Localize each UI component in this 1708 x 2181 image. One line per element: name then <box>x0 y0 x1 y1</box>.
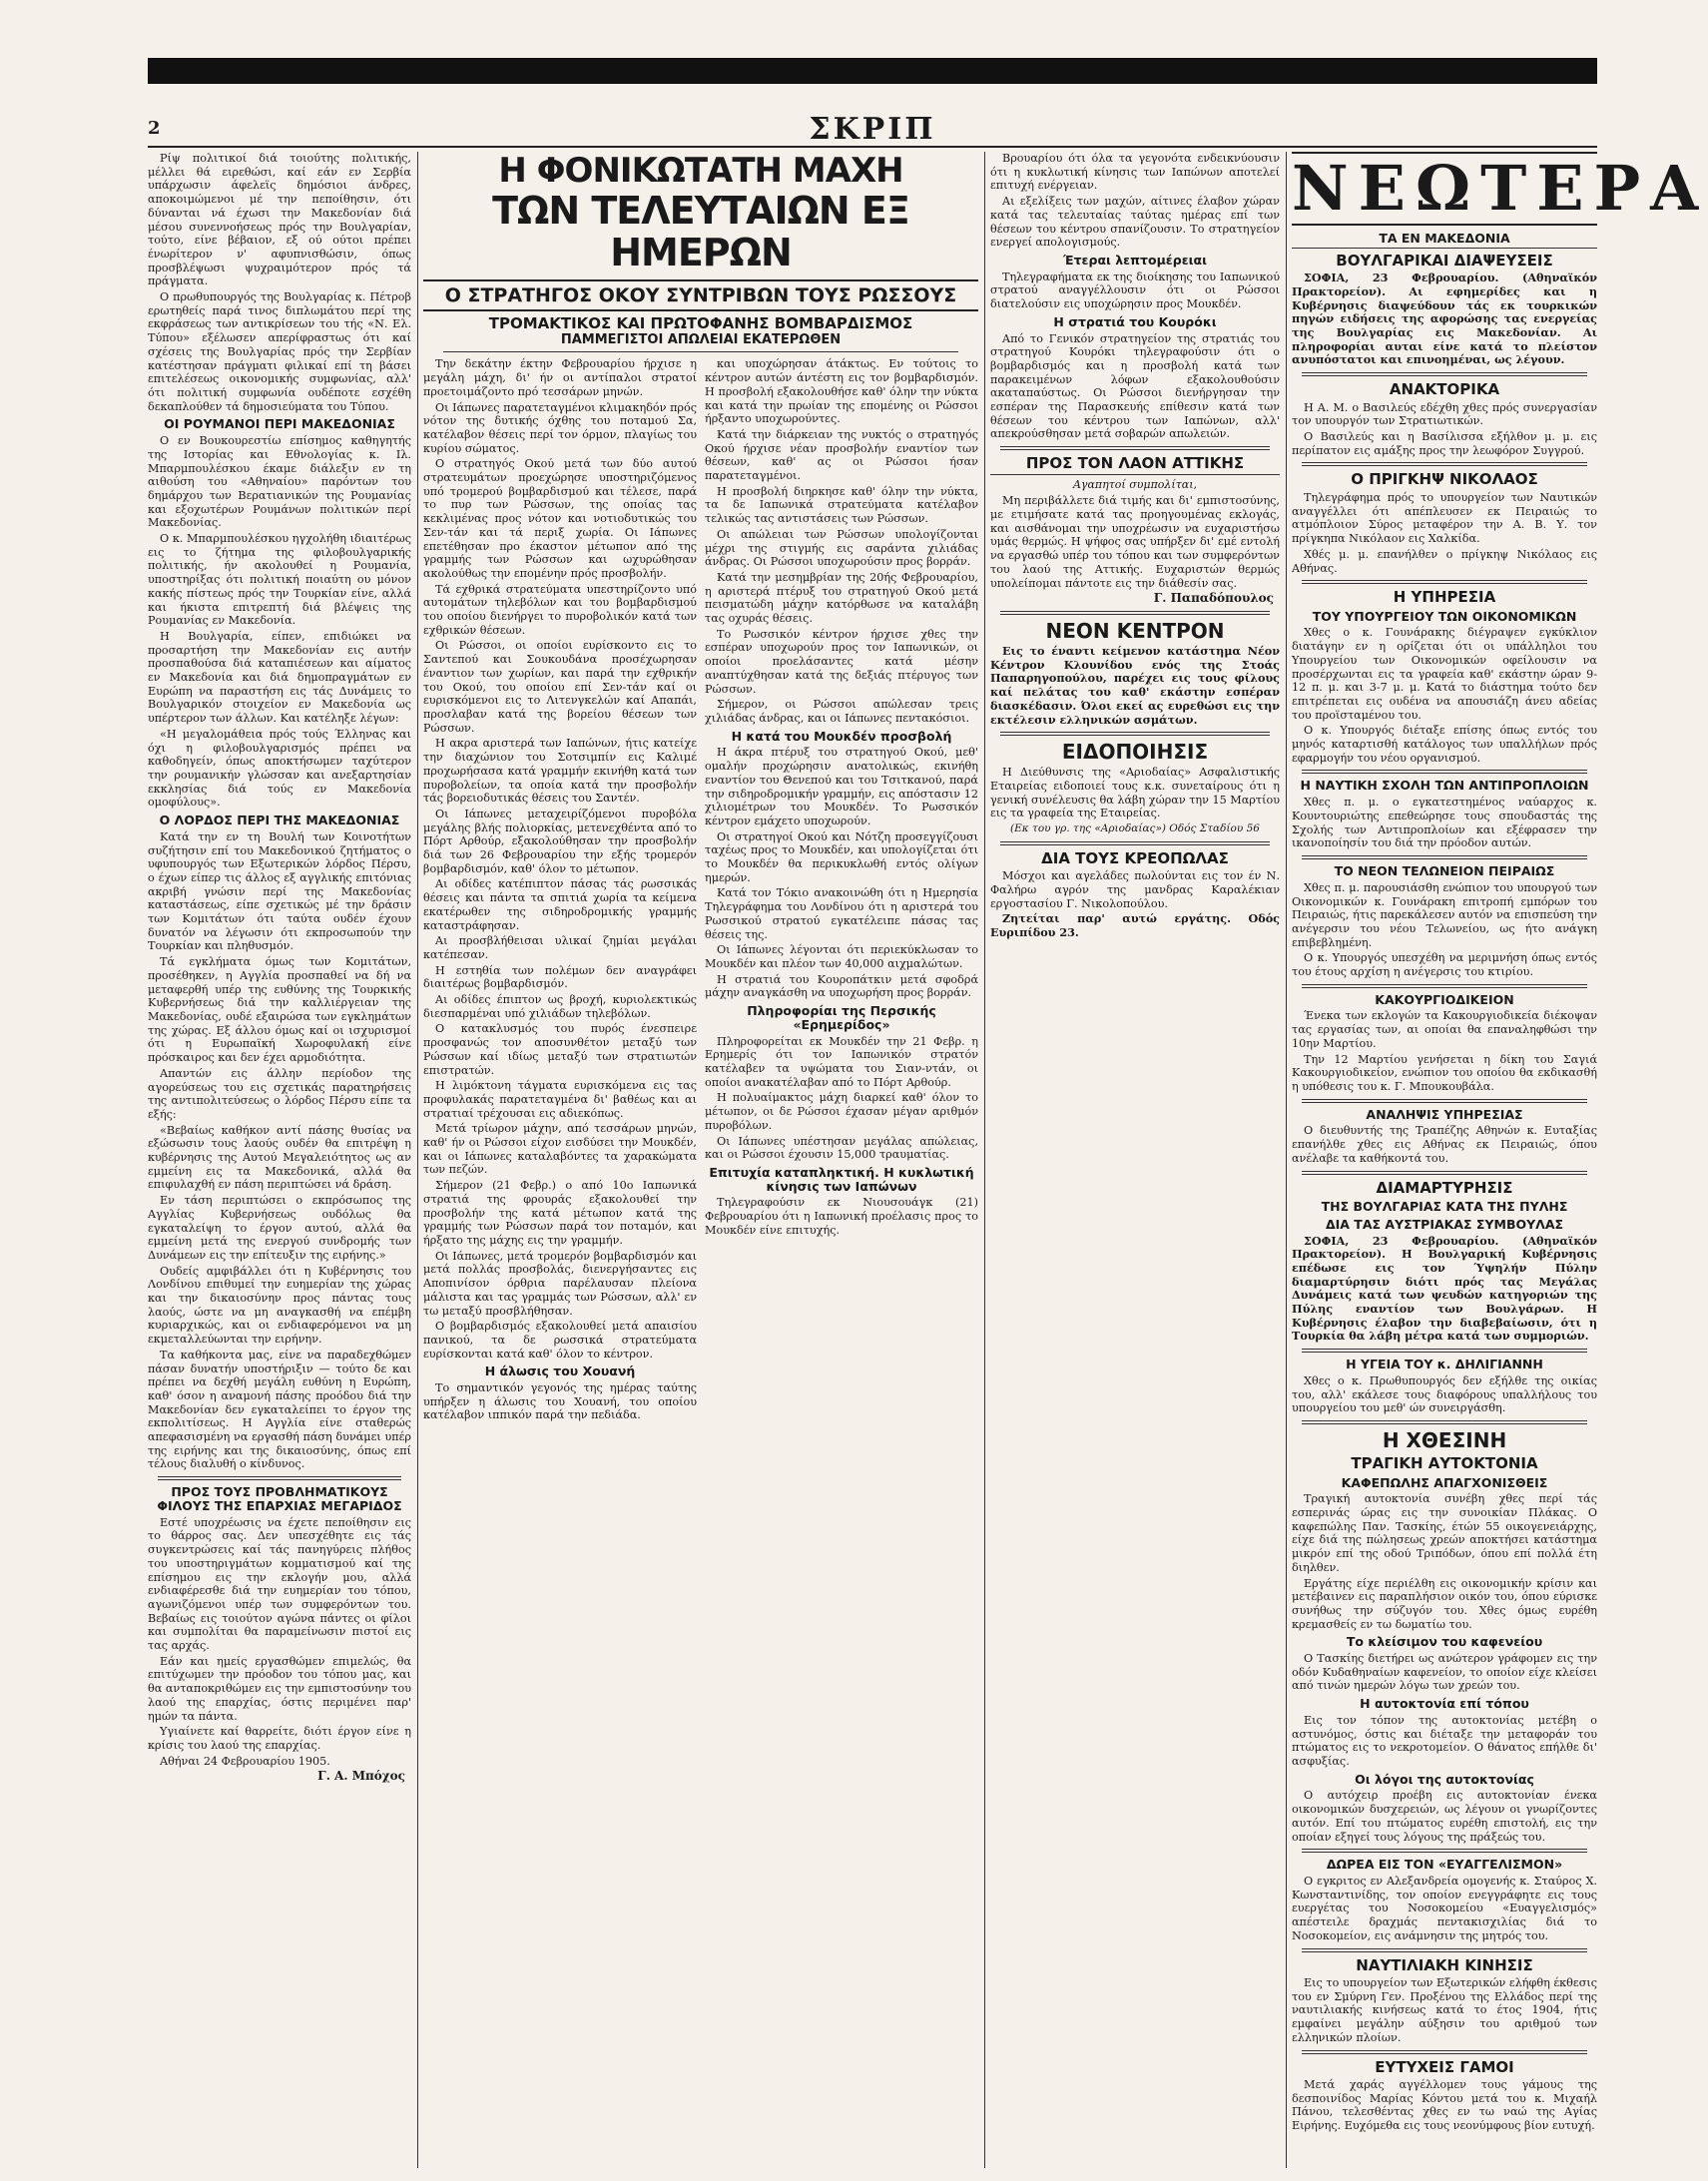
column-3 <box>990 152 1280 2168</box>
divider <box>1302 372 1587 376</box>
column-2 <box>423 152 978 2168</box>
subheading: Η αυτοκτονία επί τόπου <box>1360 1696 1529 1712</box>
article-text: Οι Ιάπωνες παρατεταγμένοι κλιμακηδόν πρός νότον της δυτικής όχθης του ποταμού Σα, κατέλαβον θέσεις περί τον όρμον, πλαγίως του κυρίου σώματος. <box>423 400 697 455</box>
page-number: 2 <box>148 118 161 139</box>
masthead <box>148 112 1597 148</box>
article-text: Μετά χαράς αγγέλλομεν τους γάμους της δεσποινίδος Μαρίας Κόντου μετά του κ. Μιχαήλ Πάνου, τελεσθέντας χθες εν τω ναώ της Αγίας Ειρήνης. Ευχόμεθα εις τους νεονύμφους βίον ευτυχή. <box>1292 2078 1597 2133</box>
article-text: Η προσβολή διηρκησε καθ' όλην την νύκτα, τα δε Ιαπωνικά στρατεύματα κατέλαβον τελικώς τας αντιστάσεις των Ρώσσων. <box>705 484 978 526</box>
divider <box>1302 462 1587 466</box>
section-heading: ΔΙΑ ΤΑΣ ΑΥΣΤΡΙΑΚΑΣ ΣΥΜΒΟΥΛΑΣ <box>1325 1216 1564 1232</box>
article-text: Εστέ υποχρέωσις να έχετε πεποίθησιν εις το θάρρος σας. Δεν υπεσχέθητε εις τάς συγκεντρώσεις καί τάς πανηγύρεις πλήθος του υποστηριγμάτων κομματισμού καί της επίσημου εις την εκλογήν μου, αλλά ενδιαφέρεσθε διά την ευημερίαν του τόπου, αγωνιζόμενοι υπέρ των συμφερόντων του. Βεβαίως εις τοιούτον αγώνα πάντες οι φίλοι και συμπολίται θα παραμείνωσιν πιστοί εις τας αρχάς. <box>148 1515 411 1653</box>
article-text: Η άκρα πτέρυξ του στρατηγού Οκού, μεθ' ομαλήν προχώρησιν ανατολικώς, εκινήθη εναντίον του Θενεπού και του Τσιτκανού, παρά την σιδηροδρομικήν γραμμήν, εις απόστασιν 12 χιλιομέτρων του Μουκδέν. Το Ρωσσικόν κέντρον εμάχετο υποχωρούν. <box>705 746 978 827</box>
kicker: ΤΡΟΜΑΚΤΙΚΟΣ ΚΑΙ ΠΡΩΤΟΦΑΝΗΣ ΒΟΜΒΑΡΔΙΣΜΟΣ <box>488 314 913 332</box>
article-text: Εις τον τόπον της αυτοκτονίας μετέβη ο αστυνόμος, όστις και διέταξε την μεταφοράν του πτώματος εις το νεκροτομείον. Ο θάνατος επήλθε δι' ασφυξίας. <box>1292 1713 1597 1769</box>
subheading: Επιτυχία καταπληκτική. Η κυκλωτική κίνησις των Ιαπώνων <box>709 1164 974 1194</box>
section-heading: ΤΟ ΝΕΟΝ ΤΕΛΩΝΕΙΟΝ ΠΕΙΡΑΙΩΣ <box>1334 863 1555 879</box>
article-text: Η εστηθία των πολέμων δεν αναγράφει διαιτέρως βομβαρδισμόν. <box>423 963 697 991</box>
section-heading: ΤΗΣ ΒΟΥΛΓΑΡΙΑΣ ΚΑΤΑ ΤΗΣ ΠΥΛΗΣ <box>1321 1199 1568 1215</box>
article-text: Εις το έναντι κείμενον κατάστημα Νέον Κέντρον Κλουνίδου ενός της Στοάς Παπαρηγοπούλου, παρέχει εις τους φίλους καί πελάτας του καθ' εκάστην εσπέραν διασκέδασιν. Όλοι εκεί ας ευρεθώσι εις την εκτέλεσιν ελληνικών ασμάτων. <box>990 643 1280 727</box>
greeting: Αγαπητοί συμπολίται, <box>1072 477 1198 491</box>
article-text: Τηλεγραφήματα εκ της διοίκησης του Ιαπωνικού στρατού αναγγέλλουσιν ότι οι Ρώσσοι διατελούσιν εις υποχώρησιν προς Μουκδέν. <box>990 270 1280 311</box>
article-text: Τηλεγραφούσιν εκ Νιουσουάγκ (21) Φεβρουαρίου ότι η Ιαπωνική προέλασις προς το Μουκδέν είνε επιτυχής. <box>705 1196 978 1237</box>
article-text: Εν τάση περιπτώσει ο εκπρόσωπος της Αγγλίας Κυβερνήσεως ουδόλως θα εγκαταλείψη το έργον αυτού, αλλά θα εμμείνη μετά της ενεργού συνδρομής των Δυνάμεων εις την επίτευξιν της ειρήνης.» <box>148 1194 411 1262</box>
divider <box>1302 1420 1587 1424</box>
article-text: Αι προσβλήθεισαι υλικαί ζημίαι μεγάλαι κατέπεσαν. <box>423 934 697 961</box>
article-text: Η στρατιά του Κουροπάτκιν μετά σφοδρά μάχην αναγκάσθη να υποχωρήση προς βορράν. <box>705 972 978 1000</box>
divider <box>1302 984 1587 988</box>
article-text: Ο διευθυντής της Τραπέζης Αθηνών κ. Ευταξίας επανήλθε χθες εις Αθήνας εκ Πειραιώς, όπου ανέλαβε τα καθήκοντά του. <box>1292 1124 1597 1165</box>
signature: Γ. Παπαδόπουλος <box>1153 591 1274 606</box>
article-text: Ένεκα των εκλογών τα Κακουργιοδικεία διέκοψαν τας εργασίας των, αι οποίαι θα επαναληφθώσι την 10ην Μαρτίου. <box>1292 1009 1597 1050</box>
article-text: Κατά την μεσημβρίαν της 20ής Φεβρουαρίου, η αριστερά πτέρυξ του στρατηγού Οκού μετά πεισματώδη μάχην κατόρθωσε να καταλάβη τας οχυράς θέσεις. <box>705 570 978 626</box>
article-text: Την 12 Μαρτίου γενήσεται η δίκη του Σαγιά Κακουργιοδικείον, ενώπιον του οποίου θα εκδικασθή η υπόθεσις του κ. Γ. Μπουκουβάλα. <box>1292 1052 1597 1093</box>
article-text: Η ακρα αριστερά των Ιαπώνων, ήτις κατείχε την διαχώνιον του Σοτσιμπίν εις Καλιμέ προχωρήσασα κατά γραμμήν εκινήθη κατά των πυροβολείων, τα οποία κατά την προσβολήν τάς βορειοδυτικάς θέσεις του Σαντέν. <box>423 737 697 806</box>
article-text: Η πολυαίμακτος μάχη διαρκεί καθ' όλον το μέτωπον, οι δε Ρώσσοι έχασαν μέγαν αριθμόν πυροβόλων. <box>705 1091 978 1132</box>
article-text: Οι Ιάπωνες υπέστησαν μεγάλας απώλειας, και οι Ρώσσοι έχουσιν 15,000 τραυματίας. <box>705 1134 978 1162</box>
article-text: Πληροφορείται εκ Μουκδέν την 21 Φεβρ. η Ερημερίς ότι τον Ιαπωνικόν στρατόν κατέλαβεν τα υψώματα του Σιαν-ντάν, οι οποίοι ανακατέλαβαν από το Πόρτ Αρθούρ. <box>705 1034 978 1089</box>
column-rule <box>984 152 985 2168</box>
article-text: Η Διεύθυνσις της «Αριοδαίας» Ασφαλιστικής Εταιρείας ειδοποιεί τους κ.κ. συνεταίρους ότι η γενική συνέλευσις θα λάβη χώραν την 15 Μαρτίου εις τα γραφεία της Εταιρείας. <box>990 766 1280 820</box>
article-text: Η Α. Μ. ο Βασιλεύς εδέχθη χθες πρός συνεργασίαν τον υπουργόν των Στρατιωτικών. <box>1292 400 1597 428</box>
article-text: Υγιαίνετε καί θαρρείτε, διότι έργον είνε η κρίσις του λαού της επαρχίας. <box>148 1725 411 1752</box>
article-text: Εις το υπουργείον των Εξωτερικών ελήφθη έκθεσις του εν Σμύρνη Γεν. Προξένου της Ελλάδος περί της ναυτιλιακής κινήσεως κατά το έτος 1904, ήτις εμφαίνει μεγάλην αύξησιν του αριθμού των ελληνικών πλοίων. <box>1292 1976 1597 2044</box>
article-text: Κατά την εν τη Βουλή των Κοινοτήτων συζήτησιν επί του Μακεδονικού ζητήματος ο υφυπουργός των Εξωτερικών λόρδος Πέρσυ, ο έχων είπερ τις άλλος εξ αγγλικής επιτόνιας ακριβή γνώσιν περί της Μακεδονίας καταστάσεως, είπε σχετικώς μέ την δράσιν των Κομιτάτων ότι ταύτα ουδέν έχουν δυνατόν να λέγωσιν ότι εκπροσωπούν την Τουρκίαν και πληθυσμόν. <box>148 829 411 953</box>
subheading: Το κλείσιμον του καφενείου <box>1346 1634 1543 1650</box>
divider <box>1302 1948 1587 1952</box>
kicker-2: ΠΑΜΜΕΓΙΣΤΟΙ ΑΠΩΛΕΙΑΙ ΕΚΑΤΕΡΩΘΕΝ <box>560 331 842 347</box>
divider <box>1000 732 1270 736</box>
article-text: Η Βουλγαρία, είπεν, επιδιώκει να προσαρτήση την Μακεδονίαν εις αυτήν προσπαθούσα διά καταπιέσεων και αίματος εν Μακεδονία και διά δημοπραγμάτων εν Ευρώπη να παραστήση εις τάς Δυνάμεις το Βουλγαρικόν στοιχείον εν Μακεδονία ως υπέρτερον των άλλων. Και κατέληξε λέγων: <box>148 629 411 726</box>
article-text: ΣΟΦΙΑ, 23 Φεβρουαρίου. (Αθηναϊκόν Πρακτορείον). Η Βουλγαρική Κυβέρνησις επέδωσε εις τον Ύψηλήν Πύλην διαμαρτύρησιν διότι πρός τας Μεγάλας Δυνάμεις κατά των ψευδών κατηγοριών της Πύλης εναντίον των Βουλγάρων. Η Κυβέρνησις έλαβον την διαβεβαίωσιν, ότι η Τουρκία θα λάβη μέτρα κατά των συμμοριών. <box>1292 1233 1597 1344</box>
article-text: Χθες π. μ. ο εγκατεστημένος ναύαρχος κ. Κουντουριώτης επεθεώρησε τους σπουδαστάς της Σχολής των Αντιπροπλοίων και εξέφρασεν την ικανοποίησίν του διά την πρόοδον αυτών. <box>1292 796 1597 850</box>
divider <box>443 351 958 352</box>
divider <box>158 1476 401 1480</box>
divider <box>1000 611 1270 615</box>
article-text: Αι οδίδες έπιπτον ως βροχή, κυριολεκτικώς διεσπαρμέναι υπό χιλιάδων τηλεβόλων. <box>423 993 697 1020</box>
article-text: Ο στρατηγός Οκού μετά των δύο αυτού στρατευμάτων προεχώρησε υποστηριζόμενος υπό τρομερού βομβαρδισμού και τέλεσε, παρά το πυρ των Ρώσσων, της οποίας τας κεκλιμένας προς νότον και νοτιοδυτικώς του Σεν-τάν και τά περιξ χωρία. Οι Ιάπωνες επετέθησαν προ έκαστον μέτωπον από της γραμμής των Ρώσσων και ωχυρώθησαν ακολούθως την επομένην πρός προσβολήν. <box>423 457 697 580</box>
article-text: Οι Ιάπωνες, μετά τρομερόν βομβαρδισμόν και μετά πολλάς προσβολάς, διενεργήσαντες εις Αποπινίσον όρθρια παρέλαυσαν πλείονα μάλιστα και τας γραμμάς των Ρώσσων, αλλ' εν τω μεταξύ προσβλήθησαν. <box>423 1249 697 1318</box>
article-text: Οι Ιάπωνες λέγονται ότι περιεκύκλωσαν το Μουκδέν και πλέον των 40,000 αιχμαλώτων. <box>705 943 978 970</box>
headline-banner: Ο ΣΤΡΑΤΗΓΟΣ ΟΚΟΥ ΣΥΝΤΡΙΒΩΝ ΤΟΥΣ ΡΩΣΣΟΥΣ <box>423 279 978 311</box>
column-4 <box>1292 152 1708 2168</box>
article-text: Οι Ρώσσοι, οι οποίοι ευρίσκοντο εις το Σαντεπού και Σουκουδάνα προσέχωρησαν έναντιον των χωρίων, και παρά την εχθρικήν του Οκού, του οποίου επί Σεν-τάν καί οι ευρισκόμενοι εις το Λιτενγκελών καί Απαπάι, προσλαβαν κατά της βορείου θέσεων των Ρώσσων. <box>423 639 697 735</box>
subheading: Η άλωσις του Χουανή <box>484 1363 636 1379</box>
section-heading: Η ΥΠΗΡΕΣΙΑ <box>1393 588 1496 607</box>
article-text: Αι εξελίξεις των μαχών, αίτινες έλαβον χώραν κατά τας τελευταίας ταύτας ημέρας επί των θέσεων του κέντρου σπανίζουσιν. Το στρατηγείον ενεργεί απολογισμούς. <box>990 195 1280 250</box>
section-heading: ΤΑ ΕΝ ΜΑΚΕΔΟΝΙΑ <box>1292 232 1597 249</box>
divider <box>1302 2050 1587 2054</box>
article-text: Εργάτης είχε περιέλθη εις οικονομικήν κρίσιν και μετέβαινεν εις παραπλήσιον οικόν του, όπου εύρισκε συνήθως την σύζυγόν του. Χθες όμως ευρέθη κρεμασθείς εν τω δωματίω του. <box>1292 1576 1597 1631</box>
section-heading: ΤΡΑΓΙΚΗ ΑΥΤΟΚΤΟΝΙΑ <box>1351 1454 1538 1473</box>
article-text: «Η μεγαλομάθεια πρός τούς Έλληνας και όχι η φιλοβουλγαρισμός πρέπει να καθοδηγείν, όπως αποκτήσωμεν ταχύτερον την ρουμανικήν γλώσσαν και ανεξαρτησίαν εκκλησίας διά τούς εν Μακεδονία ομοφύλους». <box>148 727 411 810</box>
main-headline-2: ΤΩΝ ΤΕΛΕΥΤΑΙΩΝ ΕΞ ΗΜΕΡΩΝ <box>492 189 909 274</box>
article-text: Η λιμόκτονη τάγματα ευρισκόμενα εις τας προφυλακάς παρατεταγμένα δι' βαθέως και αι στρατιαί τρέχουσαι εις αδιεκόπως. <box>423 1079 697 1120</box>
section-heading: ΚΑΚΟΥΡΓΙΟΔΙΚΕΙΟΝ <box>1375 991 1514 1007</box>
article-text: Τά εγκλήματα όμως των Κομιτάτων, προσέθηκεν, η Αγγλία προσπαθεί να δή να μεταφερθή υπέρ της ευθύνης της Τουρκικής Κυβερνήσεως διά την καλλιέργειαν της Μακεδονίας, ουδέ εξαιρώσα των εγκλημάτων της χώρας. Εξ άλλου όμως καί οι ισχυρισμοί ότι η Ευρωπαϊκή Χωροφυλακή είνε πρόσκαιρος και δεν έχει αρμοδιότητα. <box>148 955 411 1065</box>
article-text: Αι οδίδες κατέπιπτον πάσας τάς ρωσσικάς θέσεις και πάντα τα σπιτιά χωρία τα κείμενα εκατέρωθεν της σιδηροδρομικής γραμμής καταστράφησαν. <box>423 877 697 932</box>
section-heading: ΠΡΟΣ ΤΟΥΣ ΠΡΟΒΛΗΜΑΤΙΚΟΥΣ ΦΙΛΟΥΣ ΤΗΣ ΕΠΑΡΧΙΑΣ ΜΕΓΑΡΙΔΟΣ <box>157 1484 402 1513</box>
article-text: Το Ρωσσικόν κέντρον ήρχισε χθες την εσπέραν υποχωρούν προς τον Ιαπωνικών, οι οποίοι προελάσαντες κατά μέσην αναπτύχθησαν κατά της δεξιάς πτέρυγος των Ρώσσων. <box>705 627 978 696</box>
article-text: Ο κ. Μπαρμπουλέσκου ηγχολήθη ιδιαιτέρως εις το ζήτημα της φιλοβουλγαρικής πολιτικής, ήν ακολουθεί η Ρουμανία, υποστηρίξας ότι πολιτική ποιαύτη ου μόνον κακής πίστεως πρός την Τουρκίαν είνε, αλλά και ήκιστα επιτρεπτή διά βλέψεις της Ρουμανίας εν Μακεδονία. <box>148 532 411 628</box>
column-1 <box>148 152 411 2168</box>
section-heading: ΑΝΑΛΗΨΙΣ ΥΠΗΡΕΣΙΑΣ <box>1366 1106 1523 1122</box>
main-headline: Η ΦΟΝΙΚΩΤΑΤΗ ΜΑΧΗ <box>498 151 903 191</box>
divider <box>1302 855 1587 859</box>
article-text: Οι απώλειαι των Ρώσσων υπολογίζονται μέχρι της στιγμής εις σαράντα χιλιάδας άνδρας. Οι Ρώσσοι υποχωρούσιν προς βορράν. <box>705 527 978 569</box>
article-text: Σήμερον (21 Φεβρ.) ο από 10ο Ιαπωνικά στρατιά της φρουράς εξακολουθεί την προσβολήν της κατά μέτωπον κατά της γραμμής των Ρώσσων παρά τον ποταμόν, και ήρξατο της μάχης εις την γραμμήν. <box>423 1179 697 1247</box>
article-text: Ο εγκριτος εν Αλεξανδρεία ομογενής κ. Σταύρος Χ. Κωνσταντινίδης, τον οποίον ενεγγράφητε εις τους ευεργέτας του Νοσοκομείου «Ευαγγελισμός» απέστειλε δραχμάς πεντακισχιλίας διά το Νοσοκομείον, εις ανάμνησιν της μητρός του. <box>1292 1875 1597 1942</box>
article-text: Σήμερον, οι Ρώσσοι απώλεσαν τρεις χιλιάδας άνδρας, και οι Ιάπωνες πεντακόσιοι. <box>705 698 978 725</box>
column-rule <box>417 152 418 2168</box>
article-text: Χθες ο κ. Γουνάρακης διέγραψεν εγκύκλιον διατάγην εν η ορίζεται ότι οι υπάλληλοι του Υπουργείου των Οικονομικών οφείλουσιν να προσέρχωνται εις τα γραφεία καθ' εκάστην ώραν 9-12 π. μ. και 3-7 μ. μ. Κατά το διάστημα τούτο δεν επιτρέπεται εις ουδένα να απουσιάζη άνευ αδείας του προϊσταμένου του. <box>1292 626 1597 722</box>
divider <box>1000 841 1270 845</box>
article-text: Ο Βασιλεύς και η Βασίλισσα εξήλθον μ. μ. εις περίπατον εις αμάξης προς την λεωφόρον Συγγρού. <box>1292 430 1597 457</box>
article-text: Ουδείς αμφιβάλλει ότι η Κυβέρνησις του Λονδίνου επιθυμεί την ευημερίαν της χώρας και την δικαιοσύνην προς πάντας τους λαούς, ώστε να μη αναγκασθή να επέμβη κυριαρχικώς, και οι ενδιαφερόμενοι να μη εκμεταλλεύωνται την ειρήνην. <box>148 1264 411 1347</box>
article-text: Τηλεγράφημα πρός το υπουργείον των Ναυτικών αναγγέλλει ότι απέπλευσεν εκ Πειραιώς το ατμόπλοιον Σύρος μεταφέρον την Α. Β. Υ. τον πρίγκηπα Νικόλαον εις Χαλκίδα. <box>1292 490 1597 546</box>
article-text: Εάν και ημείς εργασθώμεν επιμελώς, θα επιτύχωμεν την πρόοδον του τόπου μας, και θα ανταποκριθώμεν εις την εμπιστοσύνην του λαού της επαρχίας, όστις περιμένει παρ' ημών τα πάντα. <box>148 1654 411 1723</box>
article-text: Το σημαντικόν γεγονός της ημέρας ταύτης υπήρξεν η άλωσις του Χουανή, του οποίου κατέλαβον ιππικόν παρά την πεδιάδα. <box>423 1381 697 1422</box>
signature: Γ. Α. Μπόχος <box>317 1769 405 1784</box>
subheading: Πληροφορίαι της Περσικής «Ερημερίδος» <box>747 1003 936 1032</box>
section-heading: Η ΧΘΕΣΙΝΗ <box>1382 1428 1507 1453</box>
article-text: Την δεκάτην έκτην Φεβρουαρίου ήρχισε η μεγάλη μάχη, δι' ήν οι αντίπαλοι στρατοί προετοιμάζοντο πρό τεσσάρων μηνών. <box>423 357 697 398</box>
section-heading: ΔΙΑΜΑΡΤΥΡΗΣΙΣ <box>1376 1178 1513 1197</box>
section-heading: Ο ΛΟΡΔΟΣ ΠΕΡΙ ΤΗΣ ΜΑΚΕΔΟΝΙΑΣ <box>159 813 400 828</box>
war-story-right <box>705 357 978 1424</box>
divider <box>1302 1099 1587 1103</box>
article-text: Ρίψ πολιτικοί διά τοιούτης πολιτικής, μέλλει θά ειρεθώσι, καί εάν εν Σερβία υπάρχωσιν άφελεϊς δημόσιοι άνδρες, αποκοιμώμενοι μέ την πεποίθησιν, ότι δύνανται νά έχωσι την Μακεδονίαν διά μέσου συνεννοήσεως πρός την Βουλγαρίαν, τούτο, είνε βέβαιον, εξ ού ούτοι πρέπει ένωρίτερον ν' αφυπνισθώσιν, όπως προσβλέψωσι ψυχραιμότερον πρός τά πράγματα. <box>148 152 411 288</box>
war-story-columns <box>423 357 978 1424</box>
article-text: Ο κ. Υπουργός διέταξε επίσης όπως εντός του μηνός καταρτισθή κατάλογος των υπαλλήλων πρός εφαρμογήν του νέου οργανισμού. <box>1292 724 1597 765</box>
subheading: Η κατά του Μουκδέν προσβολή <box>731 728 952 744</box>
article-text: Χθές μ. μ. επανήλθεν ο πρίγκηψ Νικόλαος εις Αθήνας. <box>1292 547 1597 575</box>
article-text: Τά εχθρικά στρατεύματα υπεστηρίζοντο υπό αυτομάτων τηλεβόλων και του βομβαρδισμού του οποίου διενήργει το πυροβολικόν κατά των εχθρικών θέσεων. <box>423 582 697 637</box>
article-text: Κατά την διάρκειαν της νυκτός ο στρατηγός Οκού ήρχισε νέαν προσβολήν εναντίον των θέσεων, καθ' ας οι Ρώσσοι ήσαν παρατεταγμένοι. <box>705 427 978 483</box>
section-heading: ΒΟΥΛΓΑΡΙΚΑΙ ΔΙΑΨΕΥΣΕΙΣ <box>1336 251 1553 270</box>
section-heading: ΠΡΟΣ ΤΟΝ ΛΑΟΝ ΑΤΤΙΚΗΣ <box>990 455 1280 475</box>
section-heading: ΟΙ ΡΟΥΜΑΝΟΙ ΠΕΡΙ ΜΑΚΕΔΟΝΙΑΣ <box>164 416 395 432</box>
article-text: Μη περιβάλλετε διά τιμής και δι' εμπιστοσύνης, με ετιμήσατε κατά τας προηγουμένας εκλογάς, και αισθάνομαι την υποχρέωσιν να ευχαριστήσω υμάς θερμώς. Η ψήφος σας υπήρξεν δι' εμέ εντολή να εργασθώ υπέρ του τόπου και των συμφερόντων του λαού της Αττικής. Ευχαριστών θερμώς υπολείπομαι πάντοτε εις την διάθεσίν σας. <box>990 494 1280 590</box>
article-text: Βρουαρίου ότι όλα τα γεγονότα ενδεικνύουσιν ότι η κυκλωτική κίνησις των Ιαπώνων αποτελεί επιτυχή ενέργειαν. <box>990 152 1280 193</box>
article-text: Ο βομβαρδισμός εξακολουθεί μετά απαισίου πανικού, τα δε ρωσσικά στρατεύματα ευρίσκονται κατά καθ' όλον το κέντρον. <box>423 1320 697 1361</box>
war-story-left <box>423 357 697 1424</box>
top-border-bar <box>148 58 1597 84</box>
notice-source: (Εκ του γρ. της «Αριοδαίας») Οδός Σταδίου 56 <box>1010 822 1260 835</box>
article-text: Χθες ο κ. Πρωθυπουργός δεν εξήλθε της οικίας του, αλλ' εκάλεσε τους διαφόρους υπαλλήλους του υπουργείου του μεθ' ών συνειργάσθη. <box>1292 1373 1597 1415</box>
article-text: Ο κατακλυσμός του πυρός ένεσπειρε προσφανώς τον αποσυνθέτον μεταξύ των Ρώσσων καί ιδίως μεταξύ των στρατιωτών επιστρατών. <box>423 1022 697 1077</box>
subheading: Οι λόγοι της αυτοκτονίας <box>1355 1771 1534 1787</box>
article-text: Ο εν Βουκουρεστίω επίσημος καθηγητής της Ιστορίας και Εθνολογίας κ. Ιλ. Μπαρμπουλέσκου έκαμε διάλεξιν εν τη αιθούση του «Αθηναίου» παρόντων του δημάρχου των Βερατιανικών της Ρουμανίας και εξοχωτέρων Ρουμάνων πολιτικών περί Μακεδονίας. <box>148 434 411 530</box>
article-text: Οι στρατηγοί Οκού και Νότζη προσεγγίζουσι ταχέως προς το Μουκδέν, και υπολογίζεται ότι το Μουκδέν θα περικυκλωθή εντός ολίγων ημερών. <box>705 829 978 884</box>
divider <box>1302 1849 1587 1853</box>
column-rule <box>1286 152 1287 2168</box>
divider <box>1302 770 1587 774</box>
article-text: Ο πρωθυπουργός της Βουλγαρίας κ. Πέτροβ ερωτηθείς παρά τινος διπλωμάτου περί της εκφράσεως των αντικρίσεων του τής «Ν. Ελ. Τύπου» εξέλωσεν απερίφραστως ότι καί σχέσεις της Βουλγαρίας πρός την Σερβίαν κατέστησαν πράγματι φιλικαί επί τη βάσει επιτελέσεως οικονομικής συμφωνίας, αλλ' ότι πολιτική συμφωνία ουδέποτε εσχέθη δεκαπλούθεν τά δημοσιεύματα του Τύπου. <box>148 290 411 413</box>
divider <box>1302 580 1587 584</box>
divider <box>1000 446 1270 450</box>
section-heading: ΝΕΟΝ ΚΕΝΤΡΟΝ <box>1045 618 1225 643</box>
section-heading: ΔΩΡΕΑ ΕΙΣ ΤΟΝ «ΕΥΑΓΓΕΛΙΣΜΟΝ» <box>1326 1857 1563 1873</box>
paper-name: ΣΚΡΙΠ <box>809 112 936 147</box>
subheading: Έτεραι λεπτομέρειαι <box>1063 252 1207 268</box>
section-heading: Η ΥΓΕΙΑ ΤΟΥ κ. ΔΗΛΙΓΙΑΝΝΗ <box>1346 1357 1543 1372</box>
section-heading: ΝΑΥΤΙΛΙΑΚΗ ΚΙΝΗΣΙΣ <box>1356 1955 1533 1974</box>
article-text: Τα καθήκοντα μας, είνε να παραδεχθώμεν πάσαν δυνατήν υποστήριξιν — τούτο δε και πρέπει να δεχθή μεγάλη ευθύνη η Ευρώπη, καθ' όσον η αναμονή πάσης προόδου διά την Μακεδονίαν δεν εγκαταλείπει το έργον της εκπολιτίσεως. Η Αγγλία είνε σταθερώς απεφασισμένη να εργασθή πάση δυνάμει υπέρ της ειρήνης και της δικαιοσύνης, όπως επί τέλους διαλυθή ο κίνδυνος. <box>148 1348 411 1471</box>
article-text: Μετά τρίωρον μάχην, από τεσσάρων μηνών, καθ' ήν οι Ρώσσοι είχον εισδύσει την Μουκδέν, και οι Ιάπωνες καταλαβόντες τα χαρακώματα των πεζών. <box>423 1122 697 1177</box>
section-heading: ΔΙΑ ΤΟΥΣ ΚΡΕΟΠΩΛΑΣ <box>1041 848 1229 867</box>
article-text: «Βεβαίως καθήκον αντί πάσης θυσίας να εξώσωσιν τους λαούς ουδέν θα επιτρέψη η κυβέρνησις της Αυτού Μεγαλειότητος ως αν εμμείνη εις τα Μακεδονικά, αλλά θα επιφυλαχθή εν πάση περιπτώσει νά δράση. <box>148 1123 411 1192</box>
section-heading: ΕΥΤΥΧΕΙΣ ΓΑΜΟΙ <box>1375 2057 1514 2076</box>
divider <box>1302 1349 1587 1353</box>
article-text: ΣΟΦΙΑ, 23 Φεβρουαρίου. (Αθηναϊκόν Πρακτορείον). Αι εφημερίδες και η Κυβέρνησις διαψεύδουν τάς εκ τουρκικών πηγών ειδήσεις της αφορώσης τας ενεργείας της Βουλγαρίας εις Μακεδονίαν. Αι πληροφορίαι αυται είνε κατά το πλείστον ανυπόστατοι και επινοημέναι, ως λέγουν. <box>1292 271 1597 367</box>
article-text: και υποχώρησαν άτάκτως. Εν τούτοις το κέντρον αυτών άντέστη εις τον βομβαρδισμόν. Η προσβολή εξακολουθήσε καθ' όλην την νύκτα και κατά την πρωίαν της επομένης οι Ρώσσοι ήρξαντο υποχωρούντες. <box>705 357 978 426</box>
section-heading: Ο ΠΡΙΓΚΗΨ ΝΙΚΟΛΑΟΣ <box>1351 470 1538 489</box>
section-heading: ΚΑΦΕΠΩΛΗΣ ΑΠΑΓΧΟΝΙΣΘΕΙΣ <box>1341 1474 1548 1490</box>
article-text: Ο αυτόχειρ προέβη εις αυτοκτονίαν ένεκα οικονομικών δυσχερειών, ως λέγουν οι γνωρίζοντες αυτόν. Επί του πτώματος ευρέθη επιστολή, εις την οποίαν εξηγεί τους λόγους της πράξεώς του. <box>1292 1789 1597 1844</box>
article-text: Ζητείται παρ' αυτώ εργάτης. Οδός Ευριπίδου 23. <box>990 911 1280 940</box>
article-text: Οι Ιάπωνες μεταχειρίζόμενοι πυροβόλα μεγάλης βλής πολιορκίας, μετενεχθέντα από το Πόρτ Αρθούρ, εξακολούθησαν την προσβολήν διά των 26 Φεβρουαρίου την εξής τρομερόν βομβαρδισμόν, καθ' όλον το μέτωπον. <box>423 807 697 875</box>
article-date: Αθήναι 24 Φεβρουαρίου 1905. <box>160 1754 330 1768</box>
article-text: Από το Γενικόν στρατηγείον της στρατιάς του στρατηγού Κουρόκι τηλεγραφούσιν ότι ο βομβαρδισμός και η προσβολή κατά των παρακειμένων λόφων εξακολουθούσιν ακαταπαύστως. Οι Ρώσσοι διενήργησαν την εσπέραν της Παρασκευής επίθεσιν κατά των θέσεων του κέντρου των Ιαπώνων, αλλ' απεκρούσθησαν μετά σοβαρών απωλειών. <box>990 331 1280 441</box>
article-text: Ο Τασκίης διετήρει ως ανώτερον γράφομεν εις την οδόν Κυδαθηναίων καφενείον, το οποίον είχε κλείσει από τινών ημερών λόγω των χρεών του. <box>1292 1652 1597 1693</box>
section-heading: ΑΝΑΚΤΟΡΙΚΑ <box>1389 380 1500 399</box>
section-heading: ΤΟΥ ΥΠΟΥΡΓΕΙΟΥ ΤΩΝ ΟΙΚΟΝΟΜΙΚΩΝ <box>1312 608 1577 624</box>
divider <box>1302 1171 1587 1175</box>
article-text: Απαντών εις άλλην περίοδον της αγορεύσεως του εις σχετικάς παρατηρήσεις της αντιπολιτεύσεως ο λόρδος Πέρσυ είπε τα εξής: <box>148 1066 411 1121</box>
newest-title: ΝΕΩΤΕΡΑ <box>1292 152 1708 225</box>
article-text: Κατά τον Τόκιο ανακοινώθη ότι η Ημερησία Τηλεγράφημα του Λονδίνου ότι η αριστερά του Ρωσσικού στρατού εγκατέλειπε πάσας τας θέσεις της. <box>705 886 978 941</box>
section-heading: Η ΝΑΥΤΙΚΗ ΣΧΟΛΗ ΤΩΝ ΑΝΤΙΠΡΟΠΛΟΙΩΝ <box>1300 778 1589 794</box>
article-text: Ο κ. Υπουργός υπεσχέθη να μεριμνήση όπως εντός του έτους αρχίση η ανέγερσις του κτιρίου. <box>1292 951 1597 979</box>
section-heading: ΕΙΔΟΠΟΙΗΣΙΣ <box>1061 740 1209 765</box>
subheading: Η στρατιά του Κουρόκι <box>1053 313 1217 329</box>
article-text: Τραγική αυτοκτονία συνέβη χθες περί τάς εσπερινάς ώρας εις την συνοικίαν Πλάκας. Ο καφεπώλης Παν. Τασκίης, έτών 55 οικογενειάρχης, είχε διά της πώλησεως χρεών αποκτήσει κατάστημα μικρόν επί της οδού Τριπόδων, όπου επί πολλά έτη διηλθεν. <box>1292 1492 1597 1574</box>
article-text: Χθες π. μ. παρουσιάσθη ενώπιον του υπουργού των Οικονομικών κ. Γουνάρακη επιτροπή εμπόρων του Πειραιώς, ήτις παρεκάλεσεν αυτόν να επισπεύση την ανέγερσιν του νέου Τελωνείου, ως ήτο ανάγκη επιβεβλημένη. <box>1292 880 1597 949</box>
article-text: Μόσχοι και αγελάδες πωλούνται εις τον έν Ν. Φαλήρω αγρόν της μανδρας Καραλέκιαν εργοστασίου Γ. Νικολοπούλου. <box>990 869 1280 910</box>
